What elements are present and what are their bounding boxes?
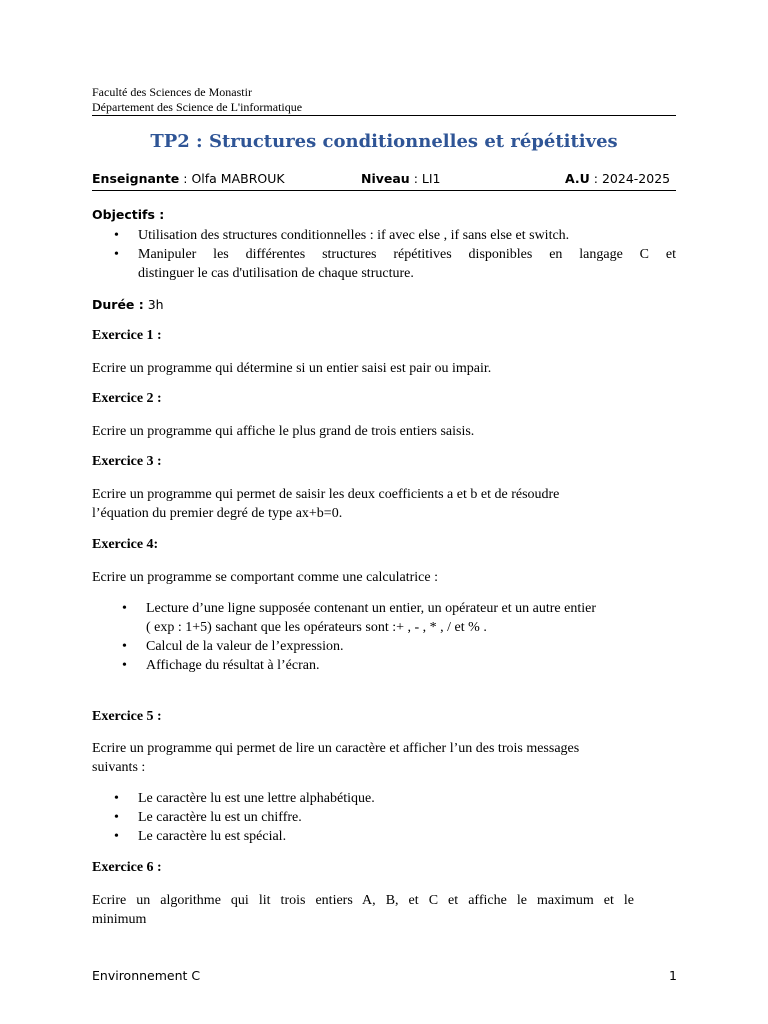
exercise-4-text: Ecrire un programme se comportant comme une calculatrice : xyxy=(92,570,438,585)
footer-course-name: Environnement C xyxy=(92,968,201,983)
exercise-6-text: Ecrire un algorithme qui lit trois entiers A, B, et C et affiche le maximum et le minimum xyxy=(92,893,634,927)
department-name: Département des Science de L'informatique xyxy=(92,100,303,114)
list-item-continuation: distinguer le cas d'utilisation de chaque structure. xyxy=(138,266,414,281)
list-item-continuation: ( exp : 1+5) sachant que les opérateurs sont :+ , - , * , / et % . xyxy=(146,620,487,635)
exercise-4-title: Exercice 4: xyxy=(92,537,159,552)
level-value: : LI1 xyxy=(409,171,441,186)
list-item: • Affichage du résultat à l’écran. xyxy=(122,658,320,673)
exercise-5-text: Ecrire un programme qui permet de lire un caractère et afficher l’un des trois messages suivants : xyxy=(92,741,580,775)
level-field xyxy=(361,171,440,186)
year-value: : 2024-2025 xyxy=(589,171,671,186)
list-item: • Le caractère lu est un chiffre. xyxy=(114,810,302,825)
teacher-value: : Olfa MABROUK xyxy=(179,171,285,186)
exercise-3-text: Ecrire un programme qui permet de saisir les deux coefficients a et b et de résoudre l’équation du premier degré de type ax+b=0. xyxy=(92,487,560,521)
list-item: • Le caractère lu est spécial. xyxy=(114,829,287,844)
duration-label: Durée : xyxy=(92,297,144,312)
list-item: • Manipuler les différentes structures répétitives disponibles en langage C et xyxy=(114,247,676,262)
exercise-1-title: Exercice 1 : xyxy=(92,328,162,343)
exercise-2-text: Ecrire un programme qui affiche le plus grand de trois entiers saisis. xyxy=(92,424,475,439)
year-field xyxy=(565,171,670,186)
objectives-heading: Objectifs : xyxy=(92,207,165,222)
teacher-field xyxy=(92,171,285,186)
course-info-row xyxy=(92,171,676,189)
document-title: TP2 : Structures conditionnelles et répétitives xyxy=(150,131,618,152)
year-label: A.U xyxy=(565,171,590,186)
header-divider xyxy=(92,115,676,116)
list-item: • Utilisation des structures conditionnelles : if avec else , if sans else et switch. xyxy=(114,228,570,243)
exercise-4-list xyxy=(122,599,676,675)
exercise-5-list xyxy=(114,789,676,846)
exercise-2-title: Exercice 2 : xyxy=(92,391,162,406)
footer-page-number: 1 xyxy=(669,968,677,983)
exercise-5-title: Exercice 5 : xyxy=(92,709,162,724)
institution-header xyxy=(92,85,302,115)
exercise-3-title: Exercice 3 : xyxy=(92,454,162,469)
info-divider xyxy=(92,190,676,191)
level-label: Niveau xyxy=(361,171,410,186)
faculty-name: Faculté des Sciences de Monastir xyxy=(92,85,252,99)
exercise-6-title: Exercice 6 : xyxy=(92,860,162,875)
teacher-label: Enseignante xyxy=(92,171,180,186)
list-item: • Le caractère lu est une lettre alphabétique. xyxy=(114,791,375,806)
list-item: • Calcul de la valeur de l’expression. xyxy=(122,639,344,654)
exercise-1-text: Ecrire un programme qui détermine si un entier saisi est pair ou impair. xyxy=(92,361,492,376)
list-item: • Lecture d’une ligne supposée contenant un entier, un opérateur et un autre entier xyxy=(122,601,596,616)
objectives-list xyxy=(114,226,676,283)
duration-line xyxy=(92,297,164,312)
duration-value: 3h xyxy=(143,297,164,312)
